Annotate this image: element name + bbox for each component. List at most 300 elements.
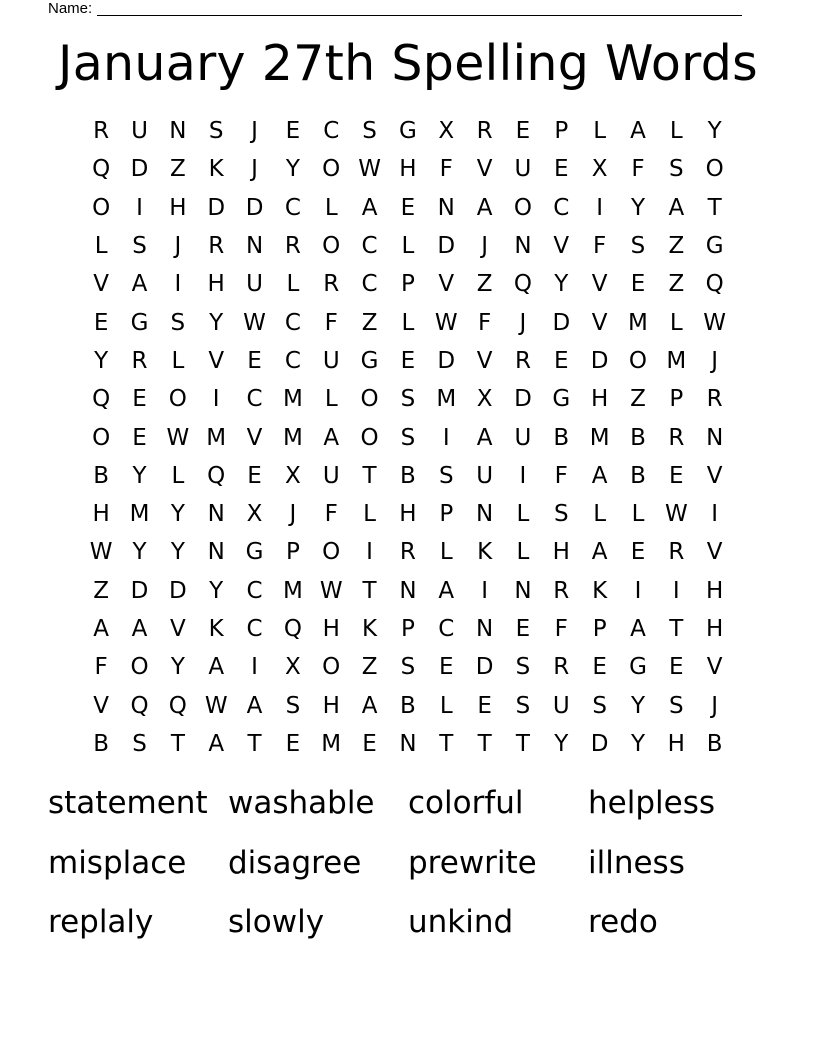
grid-letter: C xyxy=(553,194,570,221)
grid-letter: C xyxy=(361,271,378,298)
grid-letter: M xyxy=(321,730,342,757)
grid-letter: W xyxy=(89,539,113,566)
grid-letter: M xyxy=(282,386,303,413)
grid-letter: U xyxy=(322,462,340,489)
grid-letter: A xyxy=(438,577,455,604)
grid-letter: A xyxy=(131,616,148,642)
grid-letter: U xyxy=(514,424,532,451)
grid-letter: S xyxy=(400,654,416,681)
grid-letter: A xyxy=(323,424,340,451)
grid-letter: Y xyxy=(94,347,109,374)
grid-letter: W xyxy=(358,156,381,183)
grid-letter: M xyxy=(628,309,648,336)
grid-letter: I xyxy=(174,271,182,298)
grid-letter: O xyxy=(322,539,341,566)
grid-letter: H xyxy=(399,156,417,183)
grid-letter: T xyxy=(362,577,377,604)
grid-letter: C xyxy=(246,386,263,413)
grid-letter: O xyxy=(322,654,341,681)
grid-letter: P xyxy=(400,271,415,298)
grid-letter: Z xyxy=(361,309,378,336)
grid-letter: I xyxy=(136,194,143,221)
grid-letter: S xyxy=(285,692,301,719)
grid-letter: N xyxy=(207,539,225,566)
grid-letter: Y xyxy=(630,730,646,757)
grid-letter: Y xyxy=(554,730,569,757)
grid-letter: P xyxy=(400,616,415,642)
grid-letter: J xyxy=(481,233,488,260)
grid-letter: D xyxy=(590,730,609,757)
grid-letter: S xyxy=(132,233,147,260)
grid-letter: J xyxy=(174,233,182,260)
grid-letter: V xyxy=(591,271,608,298)
name-underline[interactable] xyxy=(97,15,742,16)
grid-letter: P xyxy=(554,118,569,145)
grid-letter: G xyxy=(245,539,264,566)
grid-letter: X xyxy=(438,118,455,145)
grid-letter: C xyxy=(284,309,301,336)
grid-letter: F xyxy=(439,156,453,183)
grid-letter: L xyxy=(324,386,338,413)
grid-letter: I xyxy=(481,577,488,604)
grid-letter: B xyxy=(93,730,110,757)
word-bank xyxy=(48,778,768,957)
grid-letter: E xyxy=(630,271,646,298)
grid-letter: L xyxy=(401,309,415,336)
grid-letter: V xyxy=(438,271,455,298)
grid-letter: W xyxy=(243,309,266,336)
grid-letter: E xyxy=(132,386,147,413)
grid-letter: A xyxy=(361,194,378,221)
grid-letter: E xyxy=(669,654,684,681)
grid-letter: H xyxy=(322,692,340,719)
grid-letter: G xyxy=(705,233,724,260)
grid-letter: A xyxy=(93,616,110,642)
grid-letter: Y xyxy=(170,539,185,566)
grid-letter: L xyxy=(439,539,453,566)
grid-letter: Q xyxy=(513,271,532,298)
grid-letter: A xyxy=(476,194,493,221)
name-label: Name: xyxy=(48,0,93,17)
grid-letter: E xyxy=(515,616,531,642)
grid-letter: Q xyxy=(283,616,302,642)
grid-letter: C xyxy=(284,194,301,221)
grid-letter: L xyxy=(363,501,376,528)
grid-letter: I xyxy=(442,424,450,451)
grid-letter: H xyxy=(590,386,609,413)
grid-letter: S xyxy=(515,654,531,681)
grid-letter: B xyxy=(400,692,416,719)
grid-letter: R xyxy=(284,233,301,260)
grid-letter: D xyxy=(130,577,149,604)
grid-letter: U xyxy=(246,271,263,298)
grid-letter: I xyxy=(519,462,527,489)
grid-letter: V xyxy=(706,539,723,566)
grid-letter: S xyxy=(362,118,377,145)
word-bank-item: replaly xyxy=(48,904,154,940)
word-bank-item: disagree xyxy=(228,844,362,881)
grid-letter: D xyxy=(590,347,609,374)
grid-letter: A xyxy=(208,654,225,681)
grid-letter: H xyxy=(92,501,110,528)
grid-letter: J xyxy=(711,692,719,719)
grid-letter: I xyxy=(634,577,642,604)
grid-letter: Y xyxy=(285,156,300,183)
grid-letter: L xyxy=(593,501,607,528)
grid-letter: J xyxy=(251,156,258,183)
grid-letter: V xyxy=(591,309,608,336)
grid-letter: E xyxy=(400,194,416,221)
grid-letter: G xyxy=(399,118,417,145)
grid-letter: U xyxy=(131,118,148,145)
grid-letter: E xyxy=(592,654,607,681)
grid-letter: L xyxy=(593,118,607,145)
grid-letter: O xyxy=(360,424,379,451)
grid-letter: N xyxy=(399,730,417,757)
grid-letter: H xyxy=(207,271,225,298)
grid-letter: D xyxy=(437,233,456,260)
grid-letter: R xyxy=(323,271,340,298)
grid-letter: P xyxy=(285,539,300,566)
grid-letter: J xyxy=(519,309,527,336)
grid-letter: F xyxy=(324,501,338,528)
word-bank-item: illness xyxy=(588,844,685,881)
grid-letter: F xyxy=(324,309,338,336)
grid-letter: W xyxy=(319,577,343,604)
grid-letter: Q xyxy=(207,462,226,489)
grid-letter: A xyxy=(630,118,646,145)
grid-letter: C xyxy=(438,616,455,642)
grid-letter: N xyxy=(169,118,187,145)
grid-letter: B xyxy=(630,424,646,451)
grid-letter: W xyxy=(434,309,458,336)
grid-letter: T xyxy=(669,616,684,642)
grid-letter: M xyxy=(282,577,303,604)
grid-letter: J xyxy=(289,501,297,528)
grid-letter: E xyxy=(554,347,569,374)
grid-letter: V xyxy=(706,654,723,681)
word-bank-item: redo xyxy=(588,904,658,940)
grid-letter: Q xyxy=(92,386,111,413)
grid-letter: Y xyxy=(554,271,569,298)
grid-letter: A xyxy=(208,730,225,757)
grid-letter: B xyxy=(706,730,723,757)
grid-letter: W xyxy=(703,309,727,336)
grid-letter: S xyxy=(669,692,684,719)
grid-letter: K xyxy=(208,156,224,183)
grid-letter: Q xyxy=(168,692,187,719)
page-title: January 27th Spelling Words xyxy=(57,35,759,92)
grid-letter: D xyxy=(130,156,149,183)
grid-letter: H xyxy=(706,577,724,604)
grid-letter: A xyxy=(591,462,608,489)
grid-letter: L xyxy=(401,233,415,260)
grid-letter: E xyxy=(285,118,301,145)
grid-letter: D xyxy=(552,309,571,336)
grid-letter: I xyxy=(596,194,604,221)
word-bank-item: unkind xyxy=(408,904,514,940)
grid-letter: F xyxy=(593,233,607,260)
grid-letter: W xyxy=(664,501,688,528)
grid-letter: O xyxy=(168,386,187,413)
grid-letter: S xyxy=(438,462,454,489)
grid-letter: D xyxy=(207,194,226,221)
grid-letter: T xyxy=(439,730,454,757)
grid-letter: K xyxy=(477,539,493,566)
grid-letter: M xyxy=(436,386,457,413)
grid-letter: A xyxy=(361,692,378,719)
grid-letter: O xyxy=(360,386,379,413)
grid-letter: P xyxy=(439,501,454,528)
grid-letter: L xyxy=(171,462,185,489)
grid-letter: R xyxy=(553,577,570,604)
grid-letter: A xyxy=(630,616,646,642)
grid-letter: X xyxy=(285,654,301,681)
grid-letter: J xyxy=(251,118,258,145)
grid-letter: T xyxy=(707,194,722,221)
grid-letter: V xyxy=(476,156,493,183)
grid-letter: T xyxy=(362,462,377,489)
grid-letter: R xyxy=(476,118,493,145)
grid-letter: S xyxy=(515,692,531,719)
grid-letter: T xyxy=(515,730,530,757)
grid-letter: G xyxy=(360,347,379,374)
grid-letter: H xyxy=(322,616,340,642)
grid-letter: S xyxy=(400,424,416,451)
grid-letter: R xyxy=(668,424,685,451)
grid-letter: L xyxy=(94,233,108,260)
grid-letter: D xyxy=(437,347,456,374)
grid-letter: M xyxy=(129,501,150,528)
grid-letter: N xyxy=(437,194,455,221)
grid-letter: Q xyxy=(705,271,724,298)
grid-letter: E xyxy=(93,309,109,336)
grid-letter: T xyxy=(170,730,185,757)
grid-letter: L xyxy=(669,309,683,336)
grid-letter: V xyxy=(706,462,723,489)
grid-letter: V xyxy=(246,424,263,451)
grid-letter: T xyxy=(477,730,492,757)
grid-letter: D xyxy=(514,386,532,413)
grid-letter: F xyxy=(554,616,568,642)
grid-letter: C xyxy=(323,118,340,145)
grid-letter: L xyxy=(516,539,530,566)
name-line xyxy=(48,0,742,18)
grid-letter: Y xyxy=(209,309,224,336)
grid-letter: A xyxy=(668,194,685,221)
word-bank-item: colorful xyxy=(408,785,524,821)
grid-letter: Z xyxy=(630,386,646,413)
grid-letter: F xyxy=(94,654,108,681)
grid-letter: R xyxy=(706,386,723,413)
grid-letter: Y xyxy=(132,462,147,489)
grid-letter: J xyxy=(711,347,719,374)
grid-letter: G xyxy=(629,654,647,681)
grid-letter: A xyxy=(131,271,148,298)
grid-letter: R xyxy=(399,539,416,566)
grid-letter: H xyxy=(399,501,417,528)
grid-letter: Y xyxy=(170,654,185,681)
grid-letter: N xyxy=(514,577,532,604)
grid-letter: H xyxy=(169,194,187,221)
grid-letter: U xyxy=(476,462,494,489)
grid-letter: L xyxy=(516,501,530,528)
grid-letter: Z xyxy=(476,271,493,298)
grid-letter: I xyxy=(672,577,680,604)
grid-letter: X xyxy=(246,501,263,528)
grid-letter: C xyxy=(284,347,301,374)
grid-letter: S xyxy=(170,309,186,336)
grid-letter: X xyxy=(285,462,301,489)
grid-letter: Y xyxy=(170,501,185,528)
grid-letter: C xyxy=(361,233,378,260)
grid-letter: M xyxy=(666,347,687,374)
grid-letter: Y xyxy=(630,692,646,719)
grid-letter: Z xyxy=(93,577,110,604)
grid-letter: K xyxy=(592,577,608,604)
grid-letter: I xyxy=(366,539,373,566)
word-bank-item: misplace xyxy=(48,844,187,881)
grid-letter: E xyxy=(554,156,569,183)
grid-letter: L xyxy=(669,118,683,145)
grid-letter: B xyxy=(553,424,570,451)
grid-letter: G xyxy=(552,386,571,413)
grid-letter: Q xyxy=(92,156,111,183)
word-bank-item: slowly xyxy=(228,904,325,940)
grid-letter: B xyxy=(93,462,110,489)
grid-letter: I xyxy=(711,501,719,528)
grid-letter: E xyxy=(362,730,377,757)
grid-letter: N xyxy=(476,616,494,642)
grid-letter: E xyxy=(285,730,301,757)
grid-letter: I xyxy=(212,386,220,413)
grid-letter: V xyxy=(169,616,186,642)
grid-letter: R xyxy=(553,654,570,681)
grid-letter: H xyxy=(667,730,685,757)
grid-letter: K xyxy=(208,616,224,642)
grid-letter: P xyxy=(669,386,684,413)
grid-letter: A xyxy=(246,692,263,719)
grid-letter: D xyxy=(245,194,264,221)
grid-letter: Z xyxy=(668,233,685,260)
grid-letter: Z xyxy=(361,654,378,681)
grid-letter: L xyxy=(171,347,185,374)
word-search-grid xyxy=(82,112,734,763)
grid-letter: V xyxy=(553,233,570,260)
grid-letter: V xyxy=(93,692,110,719)
word-bank-item: washable xyxy=(228,785,375,821)
word-bank-item: statement xyxy=(48,785,208,821)
grid-letter: E xyxy=(630,539,646,566)
grid-letter: F xyxy=(554,462,568,489)
grid-letter: E xyxy=(247,462,262,489)
grid-letter: O xyxy=(628,347,648,374)
grid-letter: B xyxy=(400,462,416,489)
grid-letter: R xyxy=(208,233,225,260)
grid-letter: Y xyxy=(630,194,646,221)
grid-letter: Y xyxy=(209,577,224,604)
grid-letter: A xyxy=(591,539,608,566)
grid-letter: H xyxy=(552,539,570,566)
grid-letter: E xyxy=(132,424,147,451)
grid-letter: R xyxy=(93,118,110,145)
grid-letter: U xyxy=(322,347,340,374)
grid-letter: O xyxy=(322,233,341,260)
grid-letter: L xyxy=(286,271,300,298)
grid-letter: S xyxy=(208,118,224,145)
grid-letter: N xyxy=(399,577,417,604)
grid-letter: S xyxy=(592,692,607,719)
grid-letter: E xyxy=(515,118,531,145)
word-bank-item: prewrite xyxy=(408,844,537,881)
grid-letter: D xyxy=(475,654,494,681)
grid-letter: L xyxy=(631,501,645,528)
grid-letter: K xyxy=(362,616,378,642)
grid-letter: Y xyxy=(707,118,722,145)
grid-letter: Z xyxy=(169,156,186,183)
grid-letter: S xyxy=(669,156,684,183)
grid-letter: R xyxy=(668,539,685,566)
grid-letter: A xyxy=(476,424,493,451)
grid-letter: E xyxy=(247,347,262,374)
grid-letter: M xyxy=(206,424,227,451)
grid-letter: R xyxy=(514,347,531,374)
grid-letter: E xyxy=(438,654,454,681)
grid-letter: L xyxy=(439,692,453,719)
grid-letter: S xyxy=(400,386,416,413)
grid-letter: B xyxy=(630,462,646,489)
grid-letter: G xyxy=(130,309,149,336)
grid-letter: V xyxy=(476,347,493,374)
grid-letter: I xyxy=(251,654,258,681)
grid-letter: S xyxy=(553,501,569,528)
grid-letter: O xyxy=(322,156,341,183)
grid-letter: U xyxy=(514,156,532,183)
grid-letter: W xyxy=(166,424,190,451)
grid-letter: C xyxy=(246,616,263,642)
grid-letter: N xyxy=(706,424,724,451)
grid-letter: F xyxy=(631,156,645,183)
grid-letter: N xyxy=(245,233,264,260)
grid-letter: X xyxy=(476,386,493,413)
grid-letter: C xyxy=(246,577,263,604)
grid-letter: M xyxy=(282,424,303,451)
grid-letter: S xyxy=(132,730,147,757)
grid-letter: E xyxy=(477,692,492,719)
grid-letter: F xyxy=(477,309,492,336)
grid-letter: W xyxy=(204,692,228,719)
grid-letter: O xyxy=(705,156,724,183)
grid-letter: E xyxy=(400,347,416,374)
grid-letter: E xyxy=(669,462,684,489)
grid-letter: H xyxy=(706,616,724,642)
grid-letter: T xyxy=(247,730,262,757)
grid-letter: O xyxy=(92,424,111,451)
grid-letter: L xyxy=(324,194,338,221)
grid-letter: S xyxy=(630,233,646,260)
grid-letter: M xyxy=(589,424,610,451)
grid-letter: O xyxy=(513,194,532,221)
grid-letter: U xyxy=(552,692,570,719)
grid-letter: N xyxy=(207,501,225,528)
grid-letter: Y xyxy=(132,539,147,566)
grid-letter: N xyxy=(514,233,532,260)
grid-letter: D xyxy=(169,577,187,604)
grid-letter: V xyxy=(93,271,110,298)
grid-letter: V xyxy=(208,347,225,374)
grid-letter: O xyxy=(130,654,149,681)
grid-letter: N xyxy=(476,501,494,528)
